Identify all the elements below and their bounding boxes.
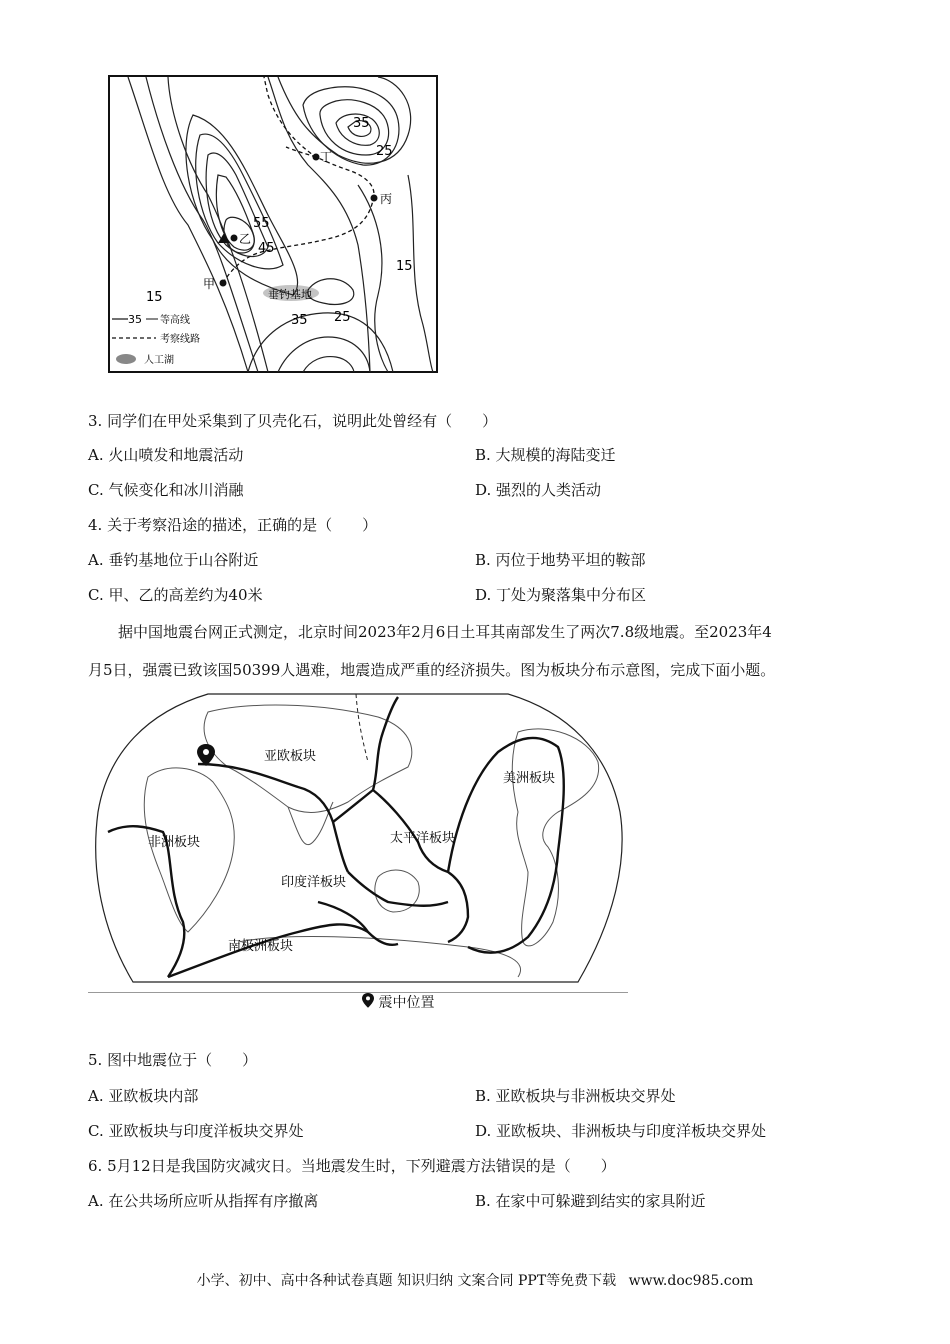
label-fishing-base: 垂钓基地 [268,288,312,301]
contour-label-25: 25 [376,144,393,159]
q5-option-a[interactable]: A. 亚欧板块内部 [88,1087,199,1105]
question-5-stem: 5. 图中地震位于（ ） [88,1051,258,1069]
location-pin-icon [362,992,374,1010]
plate-map-divider [88,992,628,993]
question-4-stem: 4. 关于考察沿途的描述，正确的是（ ） [88,516,378,534]
legend-contour: 等高线 [160,315,190,326]
plate-label-pacific: 太平洋板块 [390,831,456,846]
q3-option-c[interactable]: C. 气候变化和冰川消融 [88,481,244,499]
q5-option-c[interactable]: C. 亚欧板块与印度洋板块交界处 [88,1122,304,1140]
q6-option-b[interactable]: B. 在家中可躲避到结实的家具附近 [475,1192,706,1210]
label-ding: 丁 [320,150,333,164]
q4-option-c[interactable]: C. 甲、乙的高差约为40米 [88,586,263,604]
plate-label-indian: 印度洋板块 [281,875,347,890]
label-yi: 乙 [239,232,252,246]
contour-label-25-south: 25 [334,310,351,325]
legend-lake: 人工湖 [144,355,174,366]
contour-label-55: 55 [253,216,270,231]
contour-label-35-south: 35 [291,313,308,328]
q5-option-d[interactable]: D. 亚欧板块、非洲板块与印度洋板块交界处 [475,1122,767,1140]
legend-epicenter-label: 震中位置 [378,995,435,1011]
page-footer [0,1270,950,1290]
label-bing: 丙 [380,192,393,206]
point-bing [371,195,378,202]
q4-option-b[interactable]: B. 丙位于地势平坦的鞍部 [475,551,646,569]
plate-label-african: 非洲板块 [148,835,201,850]
contour-label-45: 45 [258,241,275,256]
q4-option-a[interactable]: A. 垂钓基地位于山谷附近 [88,551,259,569]
legend-contour-value: 35 [128,313,142,326]
plate-map [88,692,628,992]
contour-label-35: 35 [353,116,370,131]
point-jia [220,280,227,287]
question-3-stem: 3. 同学们在甲处采集到了贝壳化石，说明此处曾经有（ ） [88,412,498,430]
plate-label-eurasian: 亚欧板块 [264,749,317,764]
q3-option-a[interactable]: A. 火山喷发和地震活动 [88,446,244,464]
legend-route: 考察线路 [160,334,200,345]
q4-option-d[interactable]: D. 丁处为聚落集中分布区 [475,586,647,604]
topographic-map [108,75,438,373]
passage-line-2: 月5日，强震已致该国50399人遇难，地震造成严重的经济损失。图为板块分布示意图，完成下面小题。 [88,661,776,679]
plate-label-antarctic: 南极洲板块 [228,939,294,954]
plate-map-legend [362,992,434,1013]
contour-label-15-east: 15 [396,259,413,274]
point-ding [313,154,320,161]
q5-option-b[interactable]: B. 亚欧板块与非洲板块交界处 [475,1087,676,1105]
q6-option-a[interactable]: A. 在公共场所应听从指挥有序撤离 [88,1192,319,1210]
q3-option-b[interactable]: B. 大规模的海陆变迁 [475,446,616,464]
footer-text: 小学、初中、高中各种试卷真题 知识归纳 文案合同 PPT等免费下载 [196,1273,617,1289]
label-jia: 甲 [203,277,216,291]
q3-option-d[interactable]: D. 强烈的人类活动 [475,481,602,499]
point-yi [231,235,238,242]
plate-label-american: 美洲板块 [503,771,556,786]
contour-label-15-west: 15 [146,290,163,305]
passage-line-1: 据中国地震台网正式测定，北京时间2023年2月6日土耳其南部发生了两次7.8级地震。至2023年4 [118,623,772,641]
question-6-stem: 6. 5月12日是我国防灾减灾日。当地震发生时，下列避震方法错误的是（ ） [88,1157,616,1175]
footer-url[interactable]: www.doc985.com [628,1273,754,1289]
